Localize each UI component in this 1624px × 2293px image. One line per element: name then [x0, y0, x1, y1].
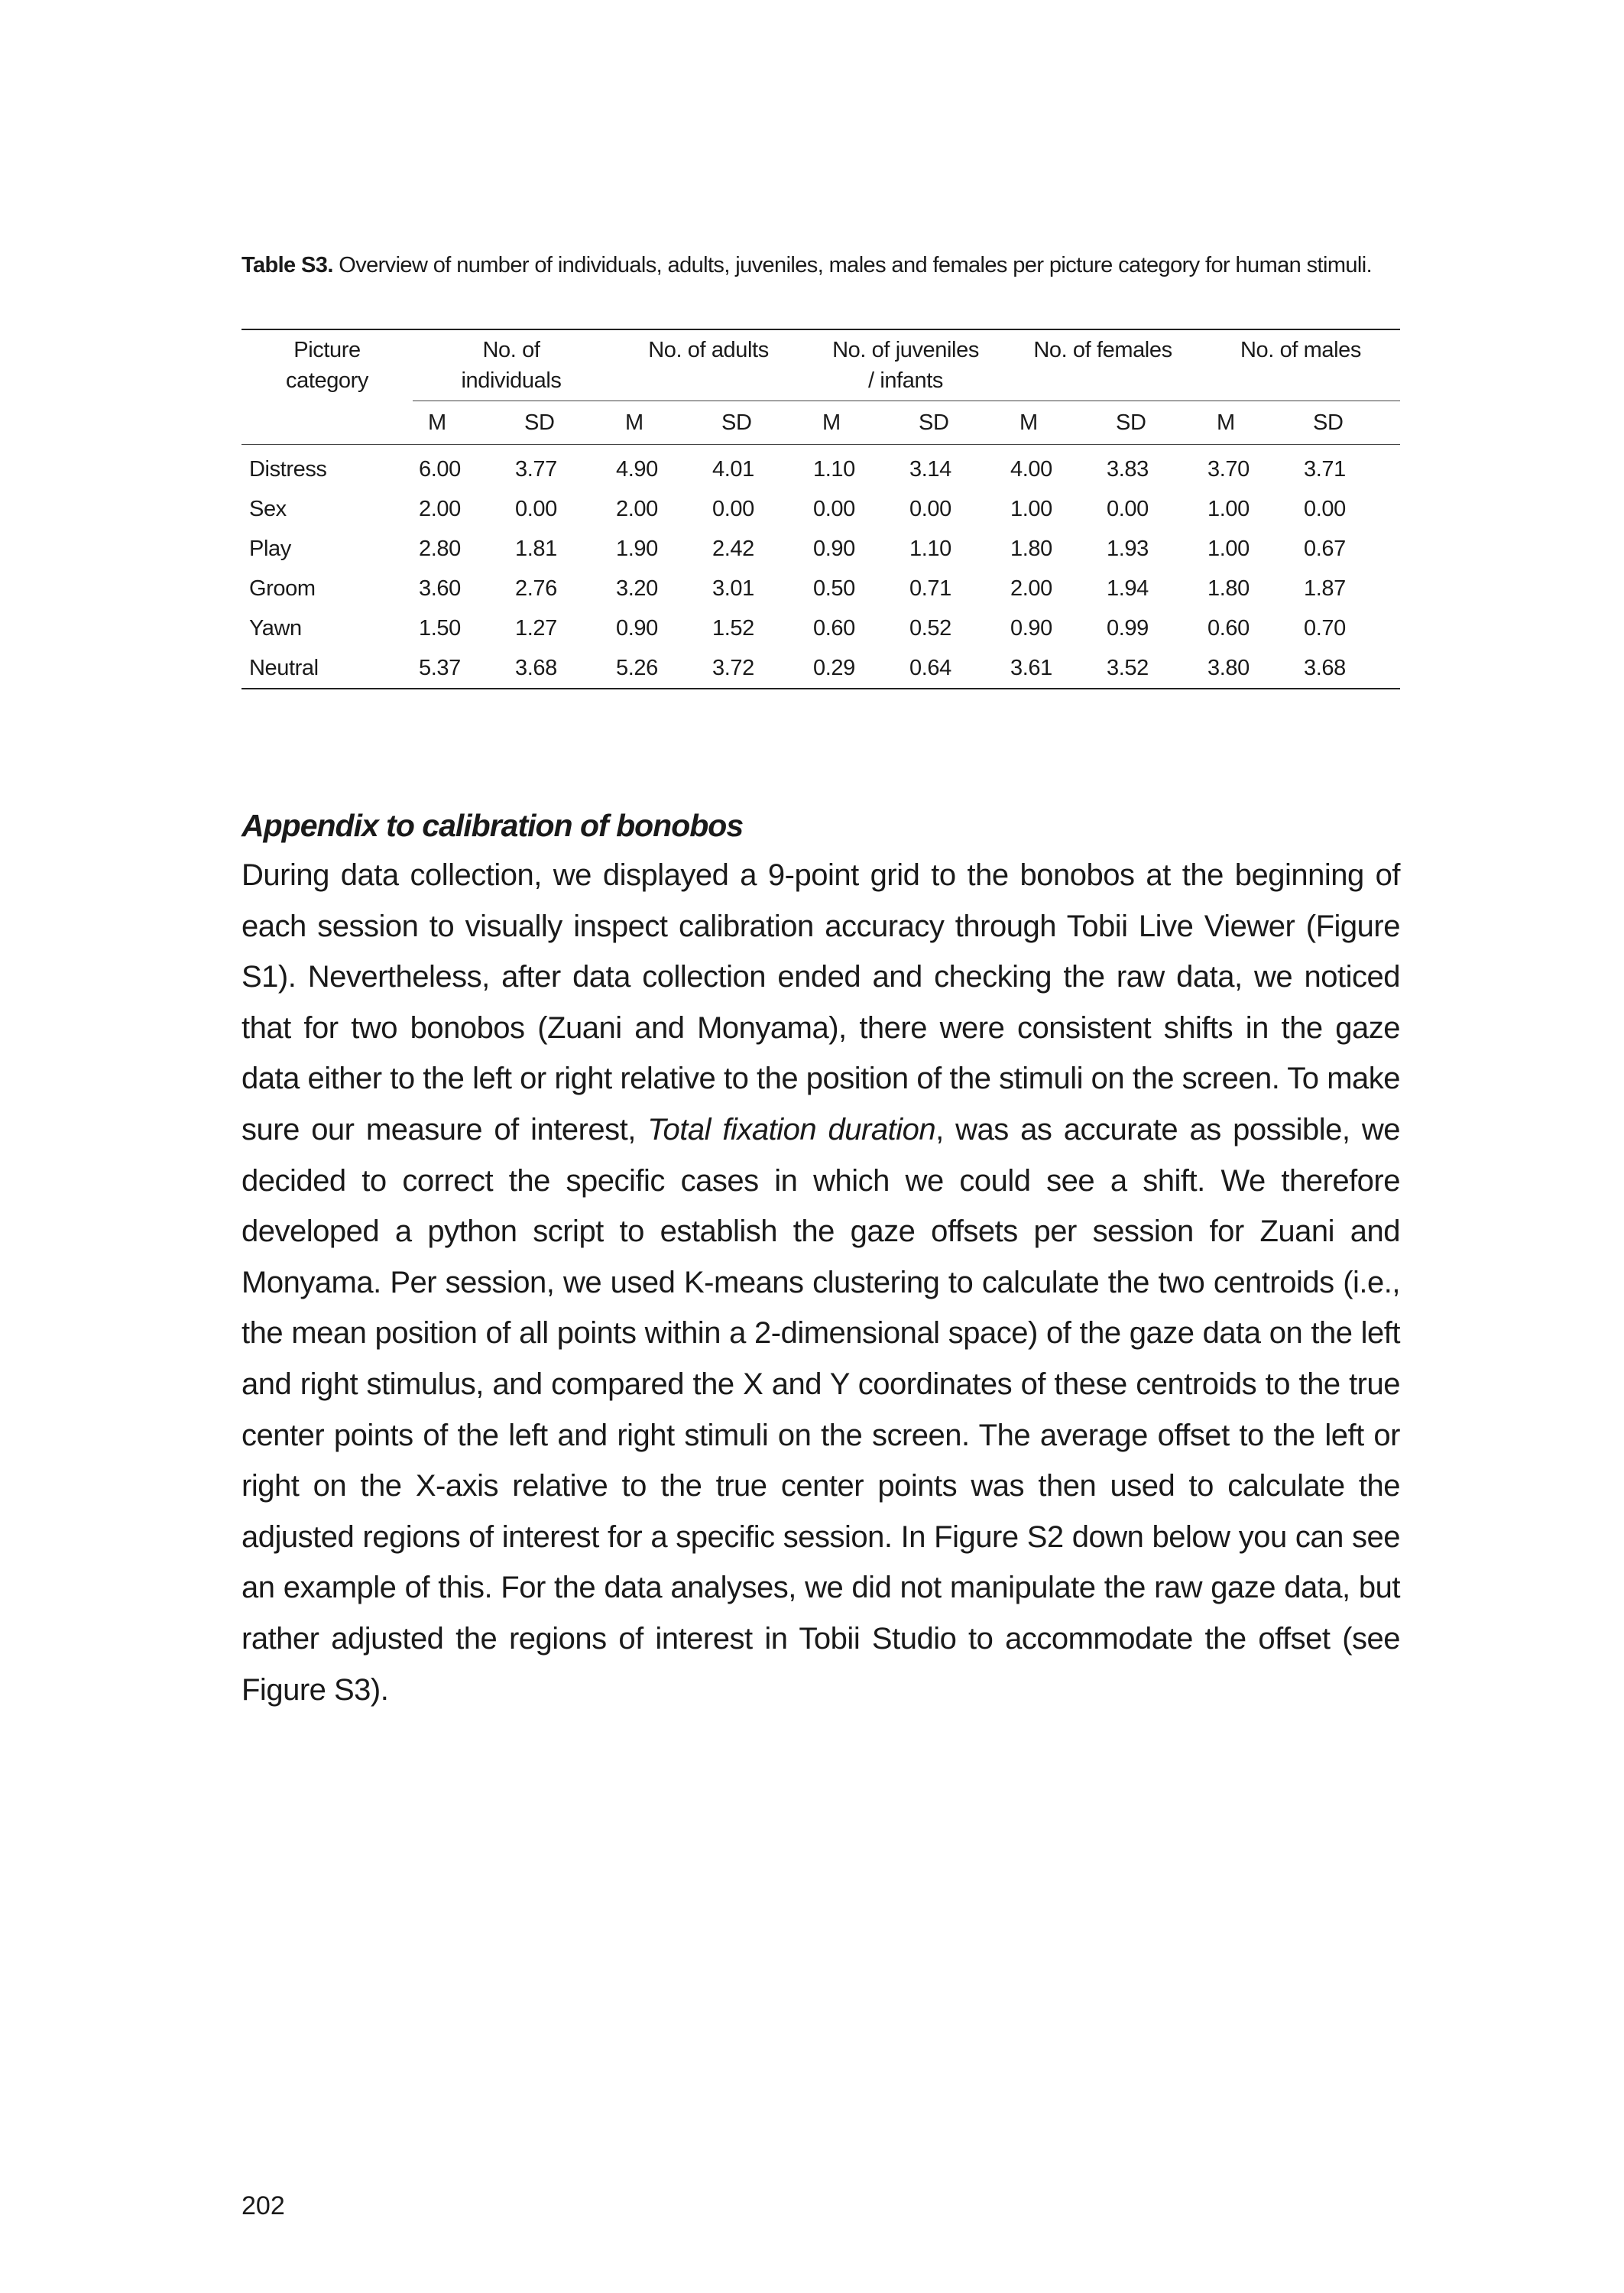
subheader-cell: M — [413, 401, 509, 445]
table-cell: 1.00 — [1207, 496, 1250, 521]
subheader-cell: M — [1004, 401, 1100, 445]
table-cell: 1.10 — [909, 536, 951, 561]
subheader-cell: SD — [1298, 401, 1400, 445]
table-cell: 3.61 — [1004, 648, 1100, 689]
page-number: 202 — [241, 2191, 285, 2220]
table-cell: 3.52 — [1100, 648, 1201, 689]
appendix-paragraph — [241, 850, 1400, 1715]
table-cell: 1.90 — [616, 536, 658, 561]
table-cell: 3.72 — [706, 648, 807, 689]
table-cell: 2.00 — [419, 496, 461, 521]
table-cell: 3.83 — [1107, 456, 1149, 482]
table-cell: 4.00 — [1010, 456, 1052, 482]
subheader-cell: M — [610, 401, 706, 445]
table-cell: 0.52 — [909, 615, 951, 641]
table-cell: 1.00 — [1207, 536, 1250, 561]
subheader-cell: SD — [706, 401, 807, 445]
table-cell: 3.71 — [1304, 456, 1346, 482]
table-row — [241, 489, 1400, 529]
table-cell: 0.29 — [807, 648, 903, 689]
table-cell: 3.68 — [509, 648, 610, 689]
table-cell: 1.50 — [419, 615, 461, 641]
table-cell: 0.00 — [909, 496, 951, 521]
subheader-cell: SD — [1100, 401, 1201, 445]
table-cell: 1.52 — [712, 615, 754, 641]
header-picture-category: Picture category — [241, 329, 413, 401]
paragraph-text-start: During data collection, we displayed a 9-point grid to the bonobos at the beginning of each session to visually inspect calibration accuracy through Tobii Live Viewer (Figure S1). Nevertheless, after data collection ended and checking the raw data, we noticed that for two bonobos (Zuani and Monyama), there were consistent shifts in the gaze data either to the left or right relative to the position of the stimuli on the screen. To make sure our measure of interest, — [241, 858, 1400, 1146]
row-category: Groom — [249, 576, 316, 601]
header-group-females: No. of females — [1004, 329, 1201, 401]
table-caption — [241, 249, 1400, 281]
table-cell: 3.70 — [1207, 456, 1250, 482]
table-group-header-row — [241, 329, 1400, 401]
header-group-adults: No. of adults — [610, 329, 807, 401]
table-cell: 0.00 — [813, 496, 855, 521]
table-cell: 5.37 — [413, 648, 509, 689]
subheader-empty — [241, 401, 413, 445]
table-row — [241, 608, 1400, 648]
table-cell: 3.14 — [909, 456, 951, 482]
table-row — [241, 529, 1400, 569]
table-cell: 3.68 — [1298, 648, 1400, 689]
table-row — [241, 648, 1400, 689]
table-caption-label: Table S3. — [241, 253, 333, 277]
table-cell: 1.10 — [813, 456, 855, 482]
table-cell: 0.00 — [712, 496, 754, 521]
table-cell: 0.90 — [1010, 615, 1052, 641]
table-cell: 3.20 — [616, 576, 658, 601]
subheader-cell: M — [1201, 401, 1298, 445]
table-cell: 3.80 — [1201, 648, 1298, 689]
page — [241, 0, 1400, 2293]
subheader-cell: SD — [509, 401, 610, 445]
table-cell: 0.71 — [909, 576, 951, 601]
table-cell: 1.80 — [1207, 576, 1250, 601]
table-cell: 3.01 — [712, 576, 754, 601]
table-cell: 0.99 — [1107, 615, 1149, 641]
header-group-males: No. of males — [1201, 329, 1400, 401]
table-cell: 0.00 — [515, 496, 557, 521]
header-group-juveniles: No. of juveniles / infants — [807, 329, 1004, 401]
row-category: Play — [249, 536, 291, 561]
table-cell: 1.27 — [515, 615, 557, 641]
data-table — [241, 329, 1400, 689]
table-cell: 2.00 — [1010, 576, 1052, 601]
table-cell: 5.26 — [610, 648, 706, 689]
table-cell: 0.67 — [1304, 536, 1346, 561]
subheader-cell: SD — [903, 401, 1004, 445]
table-cell: 2.00 — [616, 496, 658, 521]
table-cell: 6.00 — [419, 456, 461, 482]
table-cell: 1.94 — [1107, 576, 1149, 601]
table-cell: 1.81 — [515, 536, 557, 561]
table-cell: 2.80 — [419, 536, 461, 561]
table-subheader-row — [241, 401, 1400, 445]
table-cell: 0.70 — [1304, 615, 1346, 641]
table-cell: 3.60 — [419, 576, 461, 601]
table-cell: 0.64 — [903, 648, 1004, 689]
table-cell: 4.90 — [616, 456, 658, 482]
section-heading: Appendix to calibration of bonobos — [241, 808, 744, 843]
row-category: Distress — [249, 456, 327, 482]
table-cell: 0.60 — [1207, 615, 1250, 641]
subheader-cell: M — [807, 401, 903, 445]
table-cell: 0.90 — [616, 615, 658, 641]
table-cell: 2.42 — [712, 536, 754, 561]
table-cell: 3.77 — [515, 456, 557, 482]
table-cell: 4.01 — [712, 456, 754, 482]
table-row — [241, 445, 1400, 490]
paragraph-text-end: , was as accurate as possible, we decided to correct the specific cases in which we could see a shift. We therefore developed a python script to establish the gaze offsets per session for Zuani and Monyama. Per session, we used K-means clustering to calculate the two centroids (i.e., the mean position of all points within a 2-dimensional space) of the gaze data on the left and right stimulus, and compared the X and Y coordinates of these centroids to the true center points of the left and right stimuli on the screen. The average offset to the left or right on the X-axis relative to the true center points was then used to calculate the adjusted regions of interest for a specific session. In Figure S2 down below you can see an example of this. For the data analyses, we did not manipulate the raw gaze data, but rather adjusted the regions of interest in Tobii Studio to accommodate the offset (see Figure S3). — [241, 1112, 1400, 1707]
table-caption-text: Overview of number of individuals, adults, juveniles, males and females per picture category for human stimuli. — [332, 253, 1373, 277]
table-cell: 1.00 — [1010, 496, 1052, 521]
row-category: Sex — [249, 496, 287, 521]
row-category: Neutral — [241, 648, 413, 689]
row-category: Yawn — [249, 615, 302, 641]
table-cell: 1.93 — [1107, 536, 1149, 561]
paragraph-italic-term: Total fixation duration — [647, 1112, 936, 1146]
table-cell: 0.50 — [813, 576, 855, 601]
header-group-individuals: No. of individuals — [413, 329, 610, 401]
table-cell: 1.87 — [1304, 576, 1346, 601]
table-cell: 0.90 — [813, 536, 855, 561]
table-cell: 0.00 — [1107, 496, 1149, 521]
table-cell: 0.60 — [813, 615, 855, 641]
table-row — [241, 569, 1400, 608]
table-cell: 2.76 — [515, 576, 557, 601]
table-cell: 0.00 — [1304, 496, 1346, 521]
table-cell: 1.80 — [1010, 536, 1052, 561]
